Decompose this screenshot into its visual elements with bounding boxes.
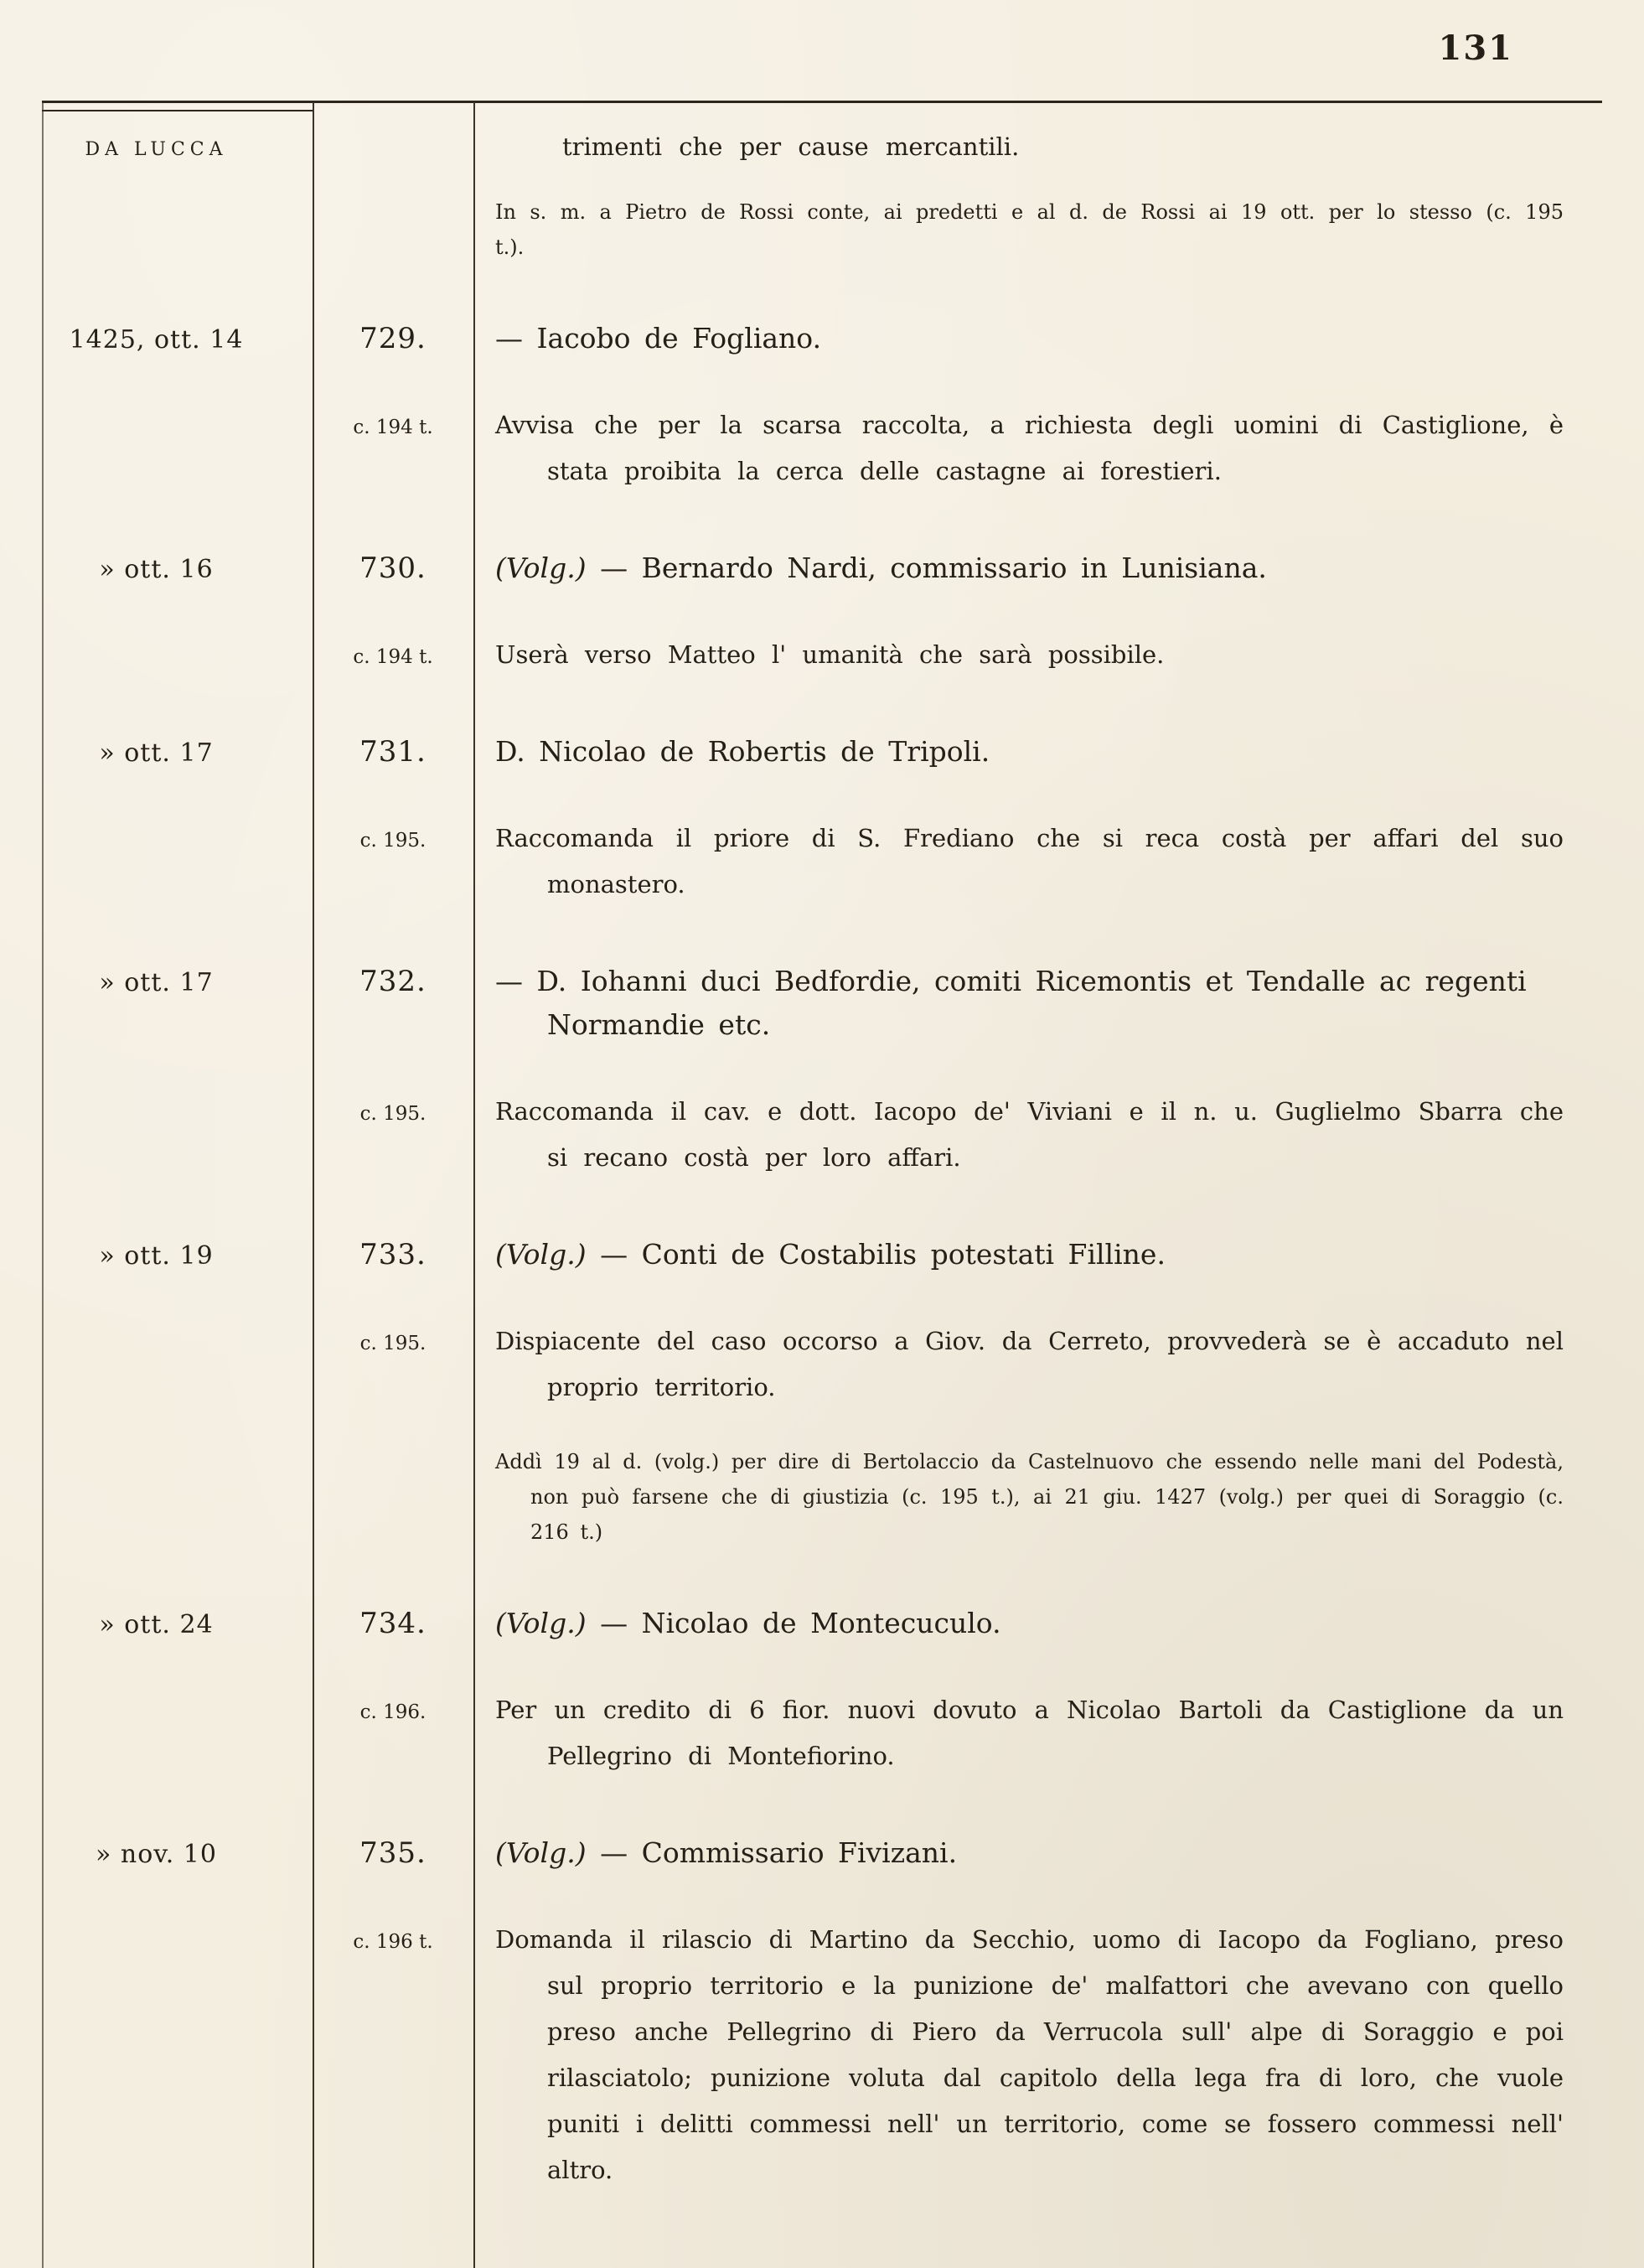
register-entry (0, 546, 1644, 678)
entry-heading (473, 1233, 1644, 1276)
continuation-text: trimenti che per cause mercantili. (562, 132, 1020, 161)
entry-heading-text: — Nicolao de Montecuculo. (586, 1607, 1001, 1639)
entry-heading (473, 317, 1644, 360)
entry-date: » nov. 10 (96, 1840, 217, 1869)
entry-heading-text: — Commissario Fivizani. (586, 1836, 958, 1869)
entry-heading (473, 730, 1644, 774)
folio-reference: c. 195. (359, 1103, 427, 1125)
entry-heading (473, 546, 1644, 590)
entry-date: » ott. 19 (99, 1241, 214, 1271)
page-content (0, 132, 1644, 2193)
folio-reference: c. 196 t. (353, 1931, 433, 1953)
entry-date: » ott. 17 (99, 968, 214, 997)
header-rule (42, 101, 1602, 103)
entry-heading-text: — Iacobo de Fogliano. (495, 322, 822, 355)
entry-number: 734. (359, 1607, 427, 1640)
entry-heading-italic: (Volg.) (495, 551, 587, 584)
folio-reference: c. 194 t. (353, 646, 433, 668)
entry-body: Userà verso Matteo l' umanità che sarà possibile. (495, 640, 1165, 669)
folio-reference: c. 195. (359, 1333, 427, 1354)
entry-date: » ott. 16 (99, 555, 214, 584)
entry-footnote-row (0, 1444, 1644, 1550)
entry-body: Dispiacente del caso occorso a Giov. da Cerreto, provvederà se è accaduto nel proprio territorio. (495, 1327, 1564, 1401)
entry-date: » ott. 17 (99, 738, 214, 768)
entry-footnote: Addì 19 al d. (volg.) per dire di Bertolaccio da Castelnuovo che essendo nelle mani del Podestà, non può farsene che di giustizia (c. 195 t.), ai 21 giu. 1427 (volg.) per quei di Soraggio (c. 216 t.) (495, 1450, 1564, 1544)
entry-heading-italic: (Volg.) (495, 1607, 587, 1639)
entry-number: 730. (359, 551, 427, 585)
entry-number: 729. (359, 322, 427, 355)
entry-heading-italic: (Volg.) (495, 1238, 587, 1271)
folio-reference: c. 196. (359, 1701, 427, 1723)
entry-body: Raccomanda il cav. e dott. Iacopo de' Viviani e il n. u. Guglielmo Sbarra che si recano costà per loro affari. (495, 1097, 1564, 1172)
entry-date: 1425, ott. 14 (69, 325, 244, 355)
entry-body: Raccomanda il priore di S. Frediano che si reca costà per affari del suo monastero. (495, 824, 1564, 898)
entry-heading-italic: (Volg.) (495, 1836, 587, 1869)
entry-number: 731. (359, 735, 427, 769)
entry-date: » ott. 24 (99, 1610, 214, 1639)
entry-heading-row (0, 546, 1644, 590)
entry-number: 733. (359, 1238, 427, 1271)
entry-body-row (0, 1917, 1644, 2193)
entry-heading-text: — Bernardo Nardi, commissario in Lunisiana. (586, 551, 1267, 584)
marginal-note: In s. m. a Pietro de Rossi conte, ai predetti e al d. de Rossi ai 19 ott. per lo stesso (c. 195 t.). (495, 200, 1564, 259)
entry-body-row (0, 632, 1644, 678)
entry-heading-row (0, 960, 1644, 1047)
entry-body-row (0, 1687, 1644, 1779)
entry-body: Avvisa che per la scarsa raccolta, a richiesta degli uomini di Castiglione, è stata proibita la cerca delle castagne ai forestieri. (495, 411, 1564, 485)
register-entry (0, 317, 1644, 495)
entry-number: 735. (359, 1836, 427, 1870)
entry-body: Domanda il rilascio di Martino da Secchio, uomo di Iacopo da Fogliano, preso sul proprio territorio e la punizione de' malfattori che avevano con quello preso anche Pellegrino di Piero da Verrucola sull' alpe di Soraggio e poi rilasciatolo; punizione voluta dal capitolo della lega fra di loro, che vuole puniti i delitti commessi nell' un territorio, come se fossero commessi nell' altro. (495, 1925, 1564, 2184)
entry-heading-row (0, 1602, 1644, 1645)
register-entry (0, 1602, 1644, 1779)
register-entry (0, 1233, 1644, 1550)
entry-heading-text: — Conti de Costabilis potestati Filline. (586, 1238, 1166, 1271)
marginal-note-row (0, 194, 1644, 265)
entry-number: 732. (359, 965, 427, 998)
register-entry (0, 960, 1644, 1181)
entry-body: Per un credito di 6 fior. nuovi dovuto a Nicolao Bartoli da Castiglione da un Pellegrino di Montefiorino. (495, 1696, 1564, 1770)
entry-body-row (0, 816, 1644, 908)
entry-body-row (0, 402, 1644, 495)
entry-heading (473, 1831, 1644, 1875)
header-row (0, 132, 1644, 161)
entry-heading-row (0, 1233, 1644, 1276)
register-entry (0, 1831, 1644, 2193)
register-entry (0, 730, 1644, 908)
entry-heading (473, 1602, 1644, 1645)
entry-heading-text: — D. Iohanni duci Bedfordie, comiti Ricemontis et Tendalle ac regenti Normandie etc. (495, 965, 1527, 1041)
folio-reference: c. 195. (359, 830, 427, 852)
entry-body-row (0, 1089, 1644, 1181)
folio-reference: c. 194 t. (353, 417, 433, 438)
entry-heading-row (0, 730, 1644, 774)
page-number: 131 (1438, 28, 1513, 68)
entry-heading-text: D. Nicolao de Robertis de Tripoli. (495, 735, 990, 768)
entry-body-row (0, 1318, 1644, 1411)
entry-heading-row (0, 317, 1644, 360)
column-header-label: DA LUCCA (85, 139, 228, 160)
entry-heading (473, 960, 1644, 1047)
entry-heading-row (0, 1831, 1644, 1875)
header-rule-double (42, 110, 313, 111)
